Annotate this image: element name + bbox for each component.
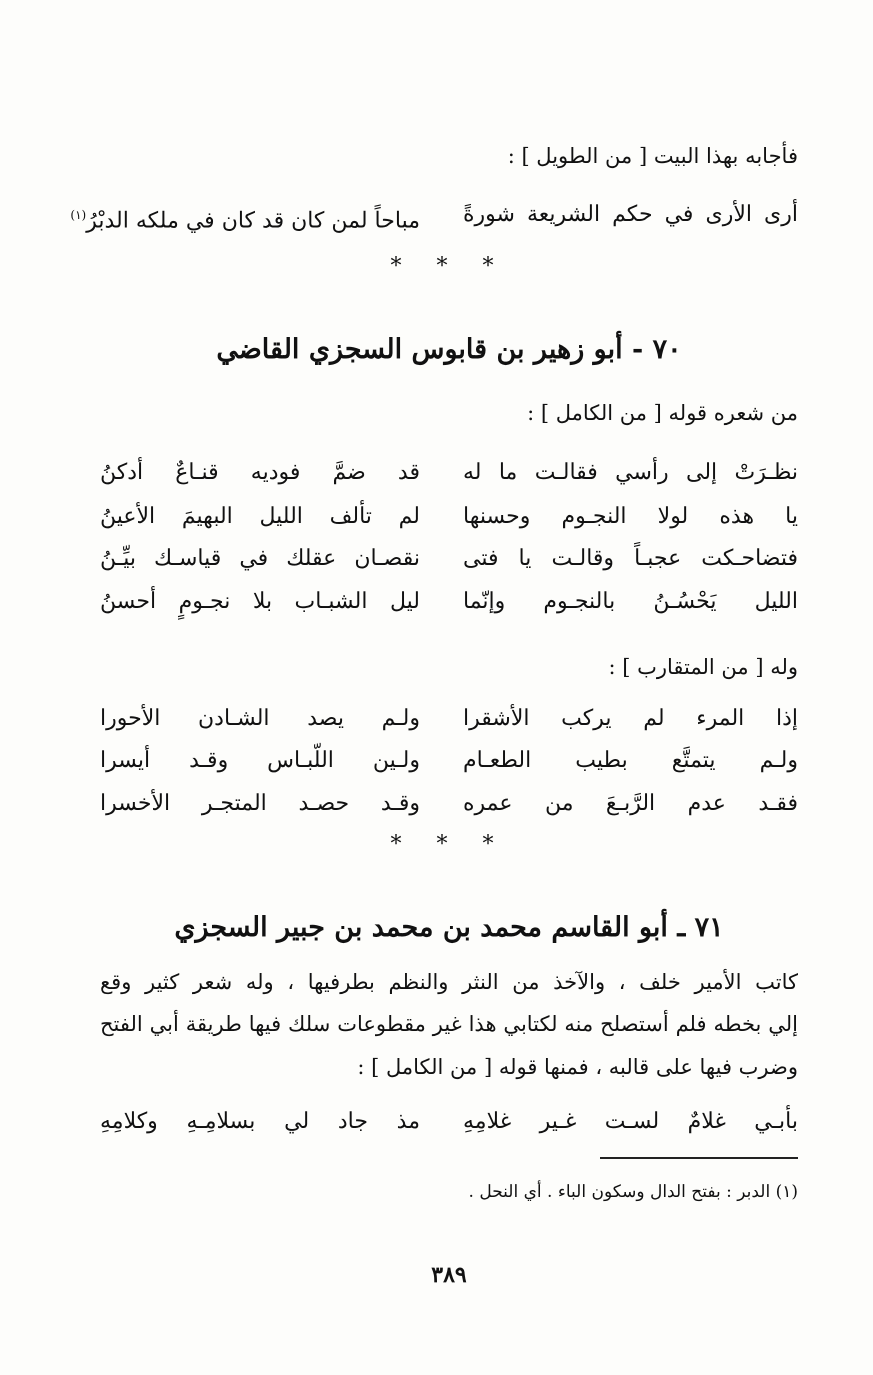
verse-line xyxy=(100,457,798,489)
verse-second-text: مباحاً لمن كان قد كان في ملكه الدبْرُ xyxy=(86,208,420,234)
verse-line xyxy=(100,501,798,533)
section-70-intro-2: وله [ من المتقارب ] : xyxy=(608,655,798,679)
section-70-intro: من شعره قوله [ من الكامل ] : xyxy=(527,401,798,425)
separator-stars: * * * xyxy=(390,254,508,279)
verse-line xyxy=(100,788,798,820)
verse-line xyxy=(70,199,798,234)
verse-second-hemistich: لم تألف الليل البهيمَ الأعينُ xyxy=(100,504,420,529)
verse-second-hemistich xyxy=(70,199,420,237)
verse-line xyxy=(100,586,798,618)
verse-line xyxy=(100,703,798,735)
paragraph-line: وضرب فيها على قالبه ، فمنها قوله [ من الكامل ] : xyxy=(357,1055,798,1079)
verse-second-hemistich: قد ضمَّ فوديه قنـاعٌ أدكنُ xyxy=(100,460,420,485)
verse-line xyxy=(100,745,798,777)
intro-line: فأجابه بهذا البيت [ من الطويل ] : xyxy=(507,144,798,168)
section-70-title: ٧٠ - أبو زهير بن قابوس السجزي القاضي xyxy=(216,334,682,365)
separator-stars: * * * xyxy=(390,832,508,857)
verse-first-hemistich: فقـد عدم الرَّبـعَ من عمره xyxy=(463,791,798,816)
verse-first-hemistich: نظـرَتْ إلى رأسي فقالـت ما له xyxy=(463,460,798,485)
verse-second-hemistich: وقـد حصـد المتجـر الأخسرا xyxy=(100,791,420,816)
paragraph-line: إلي بخطه فلم أستصلح منه لكتابي هذا غير مقطوعات سلك فيها طريقة أبي الفتح xyxy=(100,1012,798,1036)
verse-second-hemistich: ولـين اللّبـاس وقـد أيسرا xyxy=(100,748,420,773)
verse-line xyxy=(100,1106,798,1138)
verse-second-hemistich: نقصـان عقلك في قياسـك بيِّـنُ xyxy=(100,546,420,571)
page-number: ٣٨٩ xyxy=(431,1262,467,1288)
section-71-title: ٧١ ـ أبو القاسم محمد بن محمد بن جبير السجزي xyxy=(174,912,724,943)
verse-first-hemistich: بأبـي غلامٌ لسـت غـير غلامِهِ xyxy=(463,1109,798,1134)
verse-first-hemistich: إذا المرء لم يركب الأشقرا xyxy=(463,706,798,731)
verse-second-hemistich: ليل الشبـاب بلا نجـومٍ أحسنُ xyxy=(100,589,420,614)
paragraph-line: كاتب الأمير خلف ، والآخذ من النثر والنظم بطرفيها ، وله شعر كثير وقع xyxy=(100,970,798,994)
verse-second-hemistich: ولـم يصد الشـادن الأحورا xyxy=(100,706,420,731)
verse-first-hemistich: ولـم يتمتَّع بطيب الطعـام xyxy=(463,748,798,773)
verse-first-hemistich: أرى الأرى في حكم الشريعة شورةً xyxy=(463,202,798,227)
verse-first-hemistich: الليل يَحْسُـنُ بالنجـوم وإنّما xyxy=(463,589,798,614)
verse-second-hemistich: مذ جاد لي بسلامِـهِ وكلامِهِ xyxy=(100,1109,420,1134)
verse-first-hemistich: يا هذه لولا النجـوم وحسنها xyxy=(463,504,798,529)
verse-first-hemistich: فتضاحـكت عجبـاً وقالـت يا فتى xyxy=(463,546,798,571)
footnote-divider xyxy=(600,1157,798,1159)
footnote-ref: (١) xyxy=(70,208,87,222)
footnote: (١) الدبر : بفتح الدال وسكون الباء . أي النحل . xyxy=(468,1182,798,1202)
book-page xyxy=(70,0,798,1375)
verse-line xyxy=(100,543,798,575)
